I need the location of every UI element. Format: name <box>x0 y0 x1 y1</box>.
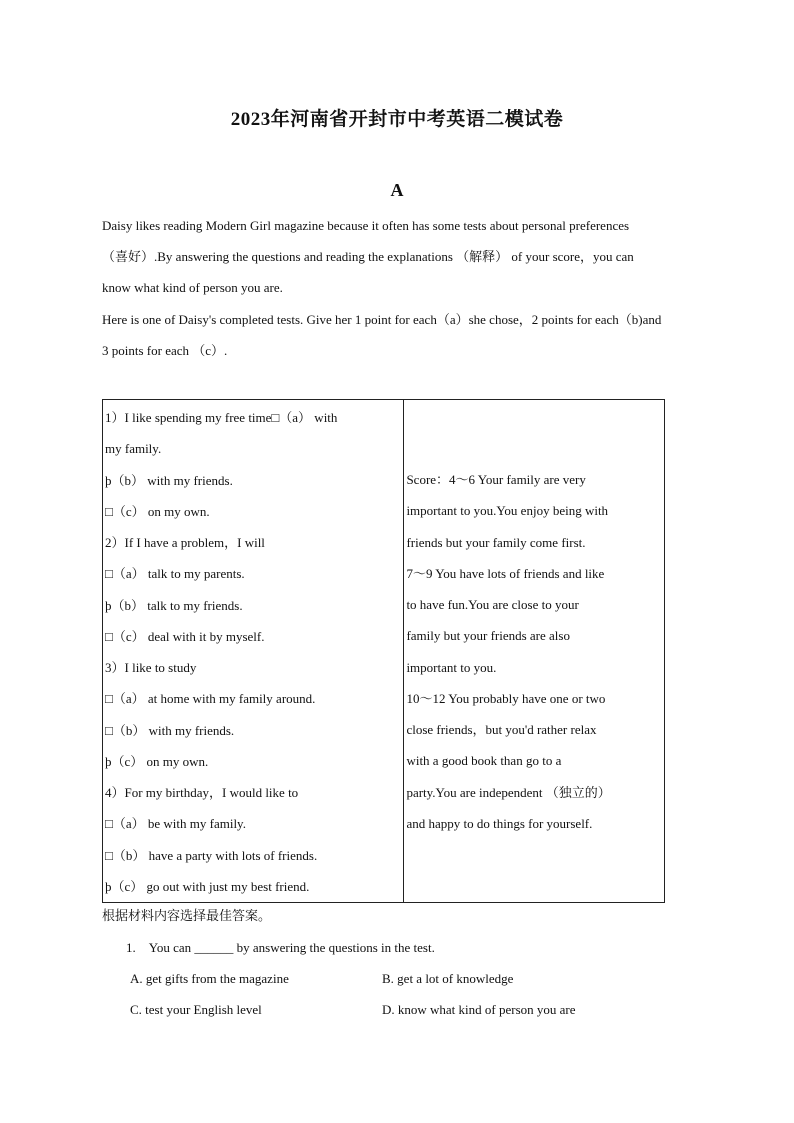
quiz-line: my family. <box>105 441 162 457</box>
option-b[interactable]: B. get a lot of knowledge <box>382 971 514 986</box>
exam-title: 2023年河南省开封市中考英语二模试卷 <box>230 109 564 130</box>
question-number: 1. <box>126 940 136 955</box>
quiz-line: □（c） on my own. <box>105 503 210 519</box>
score-line: family but your friends are also <box>406 628 570 644</box>
intro-paragraph-2 <box>102 304 702 366</box>
quiz-line: □（a） talk to my parents. <box>105 566 245 582</box>
quiz-line: □（b） with my friends. <box>105 722 235 738</box>
quiz-questions-cell <box>103 400 404 903</box>
option-c[interactable]: C. test your English level <box>130 1002 262 1017</box>
quiz-line: □（a） at home with my family around. <box>105 691 316 707</box>
intro-line: Here is one of Daisy's completed tests. Give her 1 point for each（a）she chose，2 points for each（b)and <box>102 312 662 327</box>
score-line: 10～12 You probably have one or two <box>406 690 606 706</box>
instruction-text: 根据材料内容选择最佳答案。 <box>102 908 272 923</box>
intro-line: （喜好）.By answering the questions and reading the explanations （解释） of your score，you can <box>102 249 634 264</box>
score-line: close friends，but you'd rather relax <box>406 722 597 737</box>
quiz-table <box>102 399 665 903</box>
score-line: 7～9 You have lots of friends and like <box>406 565 605 581</box>
intro-line: 3 points for each （c）. <box>102 343 228 358</box>
intro-paragraph-1 <box>102 210 702 303</box>
score-line: and happy to do things for yourself. <box>406 815 593 831</box>
quiz-line: 4）For my birthday，I would like to <box>105 785 299 800</box>
option-d[interactable]: D. know what kind of person you are <box>382 1002 576 1017</box>
quiz-line: þ（c） on my own. <box>105 753 209 769</box>
score-line: friends but your family come first. <box>406 534 586 550</box>
quiz-line: þ（b） with my friends. <box>105 472 233 488</box>
score-line: important to you.You enjoy being with <box>406 503 609 519</box>
question-1 <box>126 935 435 961</box>
section-heading: A <box>390 180 404 200</box>
quiz-line: □（a） be with my family. <box>105 816 246 832</box>
intro-line: know what kind of person you are. <box>102 280 283 295</box>
score-line: party.You are independent （独立的） <box>406 784 611 800</box>
intro-line: Daisy likes reading Modern Girl magazine because it often has some tests about personal preferences <box>102 218 630 233</box>
question-text: You can ______ by answering the questions in the test. <box>148 940 435 955</box>
quiz-line: 1）I like spending my free time□（a） with <box>105 410 338 425</box>
quiz-line: þ（c） go out with just my best friend. <box>105 878 310 894</box>
quiz-line: þ（b） talk to my friends. <box>105 597 243 613</box>
option-a[interactable]: A. get gifts from the magazine <box>130 971 289 986</box>
quiz-line: □（c） deal with it by myself. <box>105 628 265 644</box>
score-line: Score：4～6 Your family are very <box>406 472 586 487</box>
score-line: with a good book than go to a <box>406 753 562 769</box>
score-line: to have fun.You are close to your <box>406 597 579 612</box>
score-line: important to you. <box>406 659 497 675</box>
quiz-line: □（b） have a party with lots of friends. <box>105 847 318 863</box>
quiz-line: 2）If I have a problem，I will <box>105 535 265 550</box>
quiz-line: 3）I like to study <box>105 660 197 675</box>
quiz-score-cell <box>404 400 665 903</box>
